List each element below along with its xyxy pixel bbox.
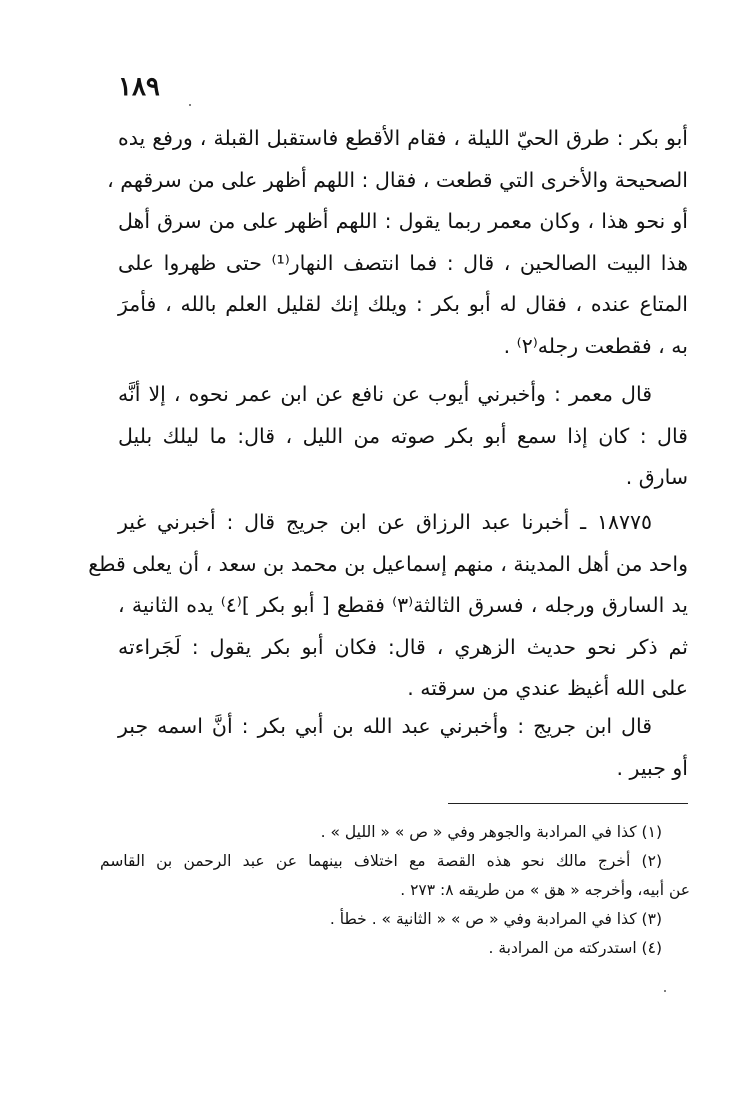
text-line: واحد من أهل المدينة ، منهم إسماعيل بن محمد بن سعد ، أن يعلى قطع (88, 551, 688, 576)
page-number: ١٨٩ (118, 72, 160, 102)
footnote-2-continuation: عن أبيه، وأخرجه « هق » من طريقه ٨: ٢٧٣ . (400, 881, 690, 899)
text-line: سارق . (625, 465, 688, 489)
text-line: قال ابن جريج : وأخبرني عبد الله بن أبي بكر : أنَّ اسمه جبر (118, 714, 652, 738)
text-line: أو جبير . (616, 755, 688, 780)
paragraph-1 (107, 118, 688, 367)
footnote-4: (٤) استدركته من المرادبة . (488, 939, 662, 957)
text-line: المتاع عنده ، فقال له أبو بكر : ويلك إنك لقليل العلم بالله ، فأمرَ (118, 292, 688, 316)
footnotes (100, 818, 690, 963)
text-line: ثم ذكر نحو حديث الزهري ، قال: فكان أبو بكر يقول : لَجَراءته (118, 634, 688, 659)
paragraph-3 (88, 502, 688, 710)
paragraph-2 (118, 374, 688, 499)
text-line: ١٨٧٧٥ ـ أخبرنا عبد الرزاق عن ابن جريج قال : أخبرني غير (118, 510, 652, 534)
footnote-3: (٣) كذا في المرادبة وفي « ص » « الثانية » . خطأ . (329, 910, 662, 928)
paragraph-4 (118, 706, 688, 789)
text-line: قال : كان إذا سمع أبو بكر صوته من الليل ، قال: ما ليلك بليل (118, 423, 688, 448)
footnote-divider (448, 803, 688, 804)
scan-speck (189, 104, 191, 106)
scan-speck (664, 990, 666, 992)
text-line: على الله أغيظ عندي من سرقته . (407, 676, 688, 700)
text-line: قال معمر : وأخبرني أيوب عن نافع عن ابن عمر نحوه ، إلا أنَّه (118, 382, 652, 406)
text-line: الصحيحة والأخرى التي قطعت ، فقال : اللهم أظهر على من سرقهم ، (107, 167, 688, 192)
text-line: أو نحو هذا ، وكان معمر ربما يقول : اللهم أظهر على من سرق أهل (118, 209, 688, 233)
text-line: يد السارق ورجله ، فسرق الثالثة⁽٣⁾ فقطع [ أبو بكر ]⁽٤⁾ يده الثانية ، (118, 593, 688, 617)
text-line: أبو بكر : طرق الحيّ الليلة ، فقام الأقطع فاستقبل القبلة ، ورفع يده (118, 126, 688, 150)
footnote-1: (١) كذا في المرادبة والجوهر وفي « ص » « الليل » . (320, 823, 662, 841)
text-line: هذا البيت الصالحين ، قال : فما انتصف النهار⁽¹⁾ حتى ظهروا على (118, 250, 688, 275)
text-line: به ، فقطعت رجله⁽٢⁾ . (503, 333, 688, 358)
footnote-2: (٢) أخرج مالك نحو هذه القصة مع اختلاف بينهما عن عبد الرحمن بن القاسم (100, 852, 662, 870)
